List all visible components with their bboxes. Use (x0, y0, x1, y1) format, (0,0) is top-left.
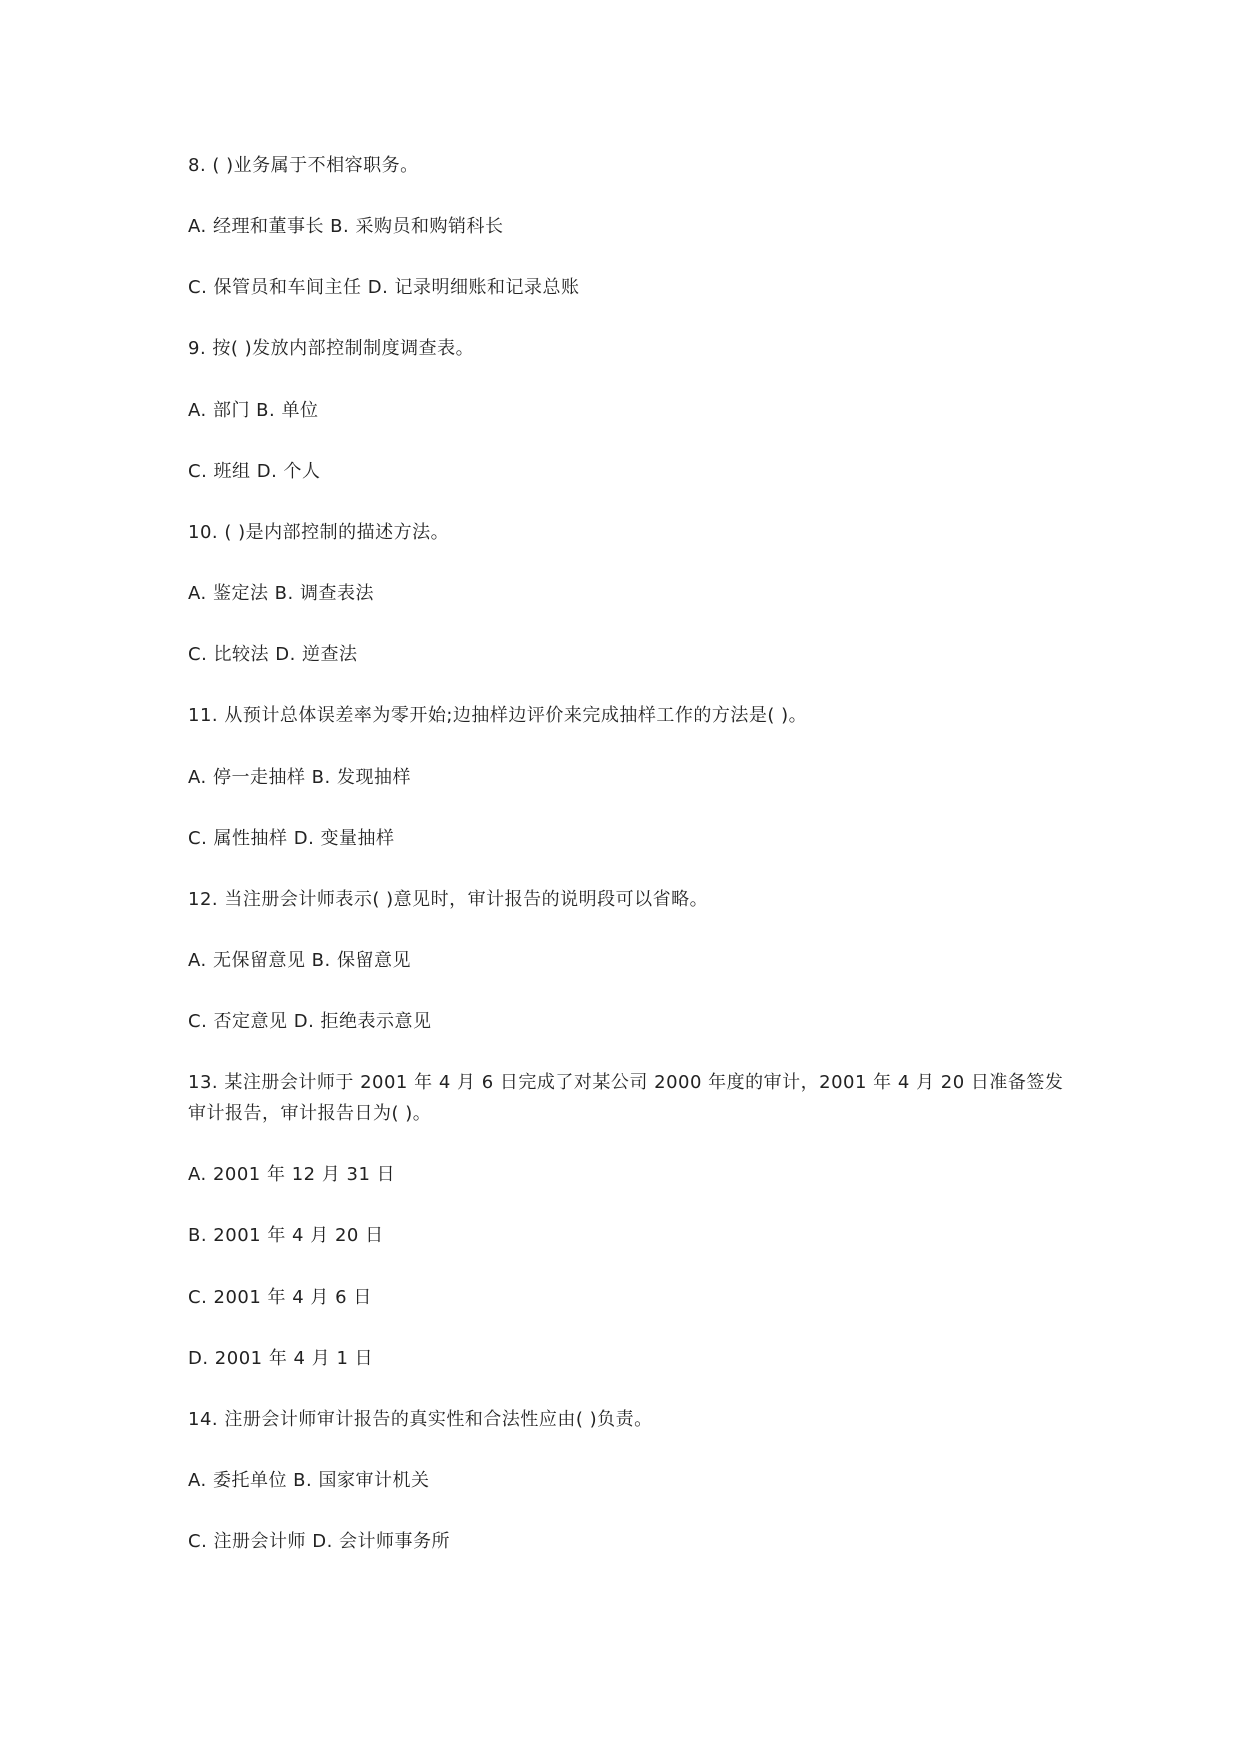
question-13-option-a: A. 2001 年 12 月 31 日 (188, 1164, 396, 1185)
question-12-stem: 12. 当注册会计师表示( )意见时，审计报告的说明段可以省略。 (188, 889, 709, 910)
question-12-options-cd: C. 否定意见 D. 拒绝表示意见 (188, 1011, 432, 1032)
question-10-options-ab: A. 鉴定法 B. 调查表法 (188, 583, 374, 604)
question-9-options-ab: A. 部门 B. 单位 (188, 400, 319, 421)
question-13-option-d: D. 2001 年 4 月 1 日 (188, 1348, 374, 1369)
question-8-options-ab: A. 经理和董事长 B. 采购员和购销科长 (188, 216, 504, 237)
question-9-stem: 9. 按( )发放内部控制制度调查表。 (188, 338, 475, 359)
question-14-options-cd: C. 注册会计师 D. 会计师事务所 (188, 1531, 451, 1552)
question-13-stem-line-1: 13. 某注册会计师于 2001 年 4 月 6 日完成了对某公司 2000 年度的审计，2001 年 4 月 20 日准备签发 (188, 1072, 1064, 1093)
question-10-stem: 10. ( )是内部控制的描述方法。 (188, 522, 450, 543)
question-13-stem-line-2: 审计报告，审计报告日为( )。 (188, 1103, 432, 1124)
question-14-options-ab: A. 委托单位 B. 国家审计机关 (188, 1470, 430, 1491)
question-11-stem: 11. 从预计总体误差率为零开始;边抽样边评价来完成抽样工作的方法是( )。 (188, 705, 808, 726)
question-12-options-ab: A. 无保留意见 B. 保留意见 (188, 950, 411, 971)
question-9-options-cd: C. 班组 D. 个人 (188, 461, 321, 482)
question-11-options-cd: C. 属性抽样 D. 变量抽样 (188, 828, 395, 849)
question-10-options-cd: C. 比较法 D. 逆查法 (188, 644, 358, 665)
question-11-options-ab: A. 停一走抽样 B. 发现抽样 (188, 767, 411, 788)
question-13-option-c: C. 2001 年 4 月 6 日 (188, 1287, 372, 1308)
question-14-stem: 14. 注册会计师审计报告的真实性和合法性应由( )负责。 (188, 1409, 653, 1430)
question-13-option-b: B. 2001 年 4 月 20 日 (188, 1225, 384, 1246)
question-8-options-cd: C. 保管员和车间主任 D. 记录明细账和记录总账 (188, 277, 580, 298)
question-8-stem: 8. ( )业务属于不相容职务。 (188, 155, 419, 176)
